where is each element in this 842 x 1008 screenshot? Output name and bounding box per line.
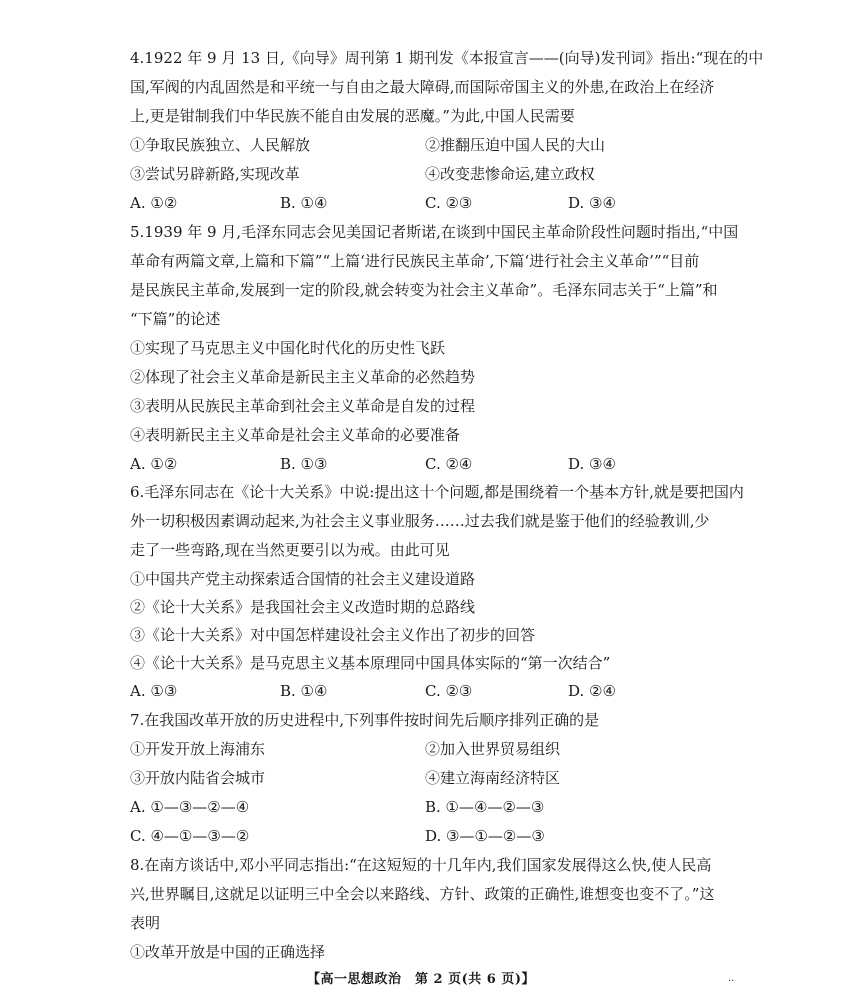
q6-stem-line-3: 走了一些弯路,现在当然更要引以为戒。由此可见 — [130, 541, 450, 559]
q5-item-3: ③表明从民族民主革命到社会主义革命是自发的过程 — [130, 397, 476, 415]
q7-choice-c: C. ④—①—③—② — [130, 827, 250, 845]
q7-item-4: ④建立海南经济特区 — [425, 769, 561, 787]
q7-item-3: ③开放内陆省会城市 — [130, 769, 266, 787]
q6-choice-c: C. ②③ — [425, 682, 473, 700]
q4-stem-line-3: 上,更是钳制我们中华民族不能自由发展的恶魔。”为此,中国人民需要 — [130, 107, 575, 125]
q7-choice-a: A. ①—③—②—④ — [130, 798, 250, 816]
q5-stem-line-2: 革命有两篇文章,上篇和下篇”“上篇‘进行民族民主革命’,下篇‘进行社会主义革命’”“目前 — [130, 252, 700, 270]
q6-stem-line-2: 外一切积极因素调动起来,为社会主义事业服务……过去我们就是鉴于他们的经验教训,少 — [130, 512, 710, 530]
page-footer: 【高一思想政治 第 2 页(共 6 页)】 — [307, 972, 535, 987]
q5-choice-c: C. ②④ — [425, 455, 473, 473]
q5-stem-line-3: 是民族民主革命,发展到一定的阶段,就会转变为社会主义革命”。毛泽东同志关于“上篇”和 — [130, 281, 718, 299]
q8-item-1: ①改革开放是中国的正确选择 — [130, 943, 326, 961]
q8-stem-line-2: 兴,世界瞩目,这就足以证明三中全会以来路线、方针、政策的正确性,谁想变也变不了。”这 — [130, 885, 715, 903]
q4-choice-c: C. ②③ — [425, 194, 473, 212]
q6-choice-b: B. ①④ — [280, 682, 328, 700]
q5-item-1: ①实现了马克思主义中国化时代化的历史性飞跃 — [130, 339, 446, 357]
q6-item-1: ①中国共产党主动探索适合国情的社会主义建设道路 — [130, 570, 476, 588]
q4-stem-line-1: 4.1922 年 9 月 13 日,《向导》周刊第 1 期刊发《本报宣言——(向导)发刊词》指出:“现在的中 — [130, 49, 764, 67]
q7-choice-b: B. ①—④—②—③ — [425, 798, 545, 816]
q4-stem-line-2: 国,军阀的内乱固然是和平统一与自由之最大障碍,而国际帝国主义的外患,在政治上在经济 — [130, 78, 715, 96]
q8-stem-line-3: 表明 — [130, 914, 161, 932]
q7-stem-line-1: 7.在我国改革开放的历史进程中,下列事件按时间先后顺序排列正确的是 — [130, 711, 600, 729]
q6-choice-d: D. ②④ — [568, 682, 616, 700]
q4-item-2: ②推翻压迫中国人民的大山 — [425, 136, 606, 154]
q4-item-3: ③尝试另辟新路,实现改革 — [130, 165, 300, 183]
q7-choice-d: D. ③—①—②—③ — [425, 827, 545, 845]
q5-choice-d: D. ③④ — [568, 455, 616, 473]
q4-choice-a: A. ①② — [130, 194, 178, 212]
q4-choice-b: B. ①④ — [280, 194, 328, 212]
q5-stem-line-1: 5.1939 年 9 月,毛泽东同志会见美国记者斯诺,在谈到中国民主革命阶段性问题时指出,“中国 — [130, 223, 739, 241]
footer-mark: ·· — [728, 976, 735, 987]
q6-choice-a: A. ①③ — [130, 682, 178, 700]
q6-item-2: ②《论十大关系》是我国社会主义改造时期的总路线 — [130, 598, 476, 616]
q5-choice-a: A. ①② — [130, 455, 178, 473]
q7-item-1: ①开发开放上海浦东 — [130, 740, 266, 758]
q6-item-3: ③《论十大关系》对中国怎样建设社会主义作出了初步的回答 — [130, 626, 536, 644]
q4-item-4: ④改变悲惨命运,建立政权 — [425, 165, 595, 183]
q5-stem-line-4: “下篇”的论述 — [130, 310, 221, 328]
q4-item-1: ①争取民族独立、人民解放 — [130, 136, 311, 154]
q6-stem-line-1: 6.毛泽东同志在《论十大关系》中说:提出这十个问题,都是围绕着一个基本方针,就是要把国内 — [130, 483, 744, 501]
q7-item-2: ②加入世界贸易组织 — [425, 740, 561, 758]
q5-choice-b: B. ①③ — [280, 455, 328, 473]
q5-item-2: ②体现了社会主义革命是新民主主义革命的必然趋势 — [130, 368, 476, 386]
q6-item-4: ④《论十大关系》是马克思主义基本原理同中国具体实际的“第一次结合” — [130, 654, 611, 672]
q4-choice-d: D. ③④ — [568, 194, 616, 212]
q5-item-4: ④表明新民主主义革命是社会主义革命的必要准备 — [130, 426, 461, 444]
q8-stem-line-1: 8.在南方谈话中,邓小平同志指出:“在这短短的十几年内,我们国家发展得这么快,使人民高 — [130, 856, 712, 874]
